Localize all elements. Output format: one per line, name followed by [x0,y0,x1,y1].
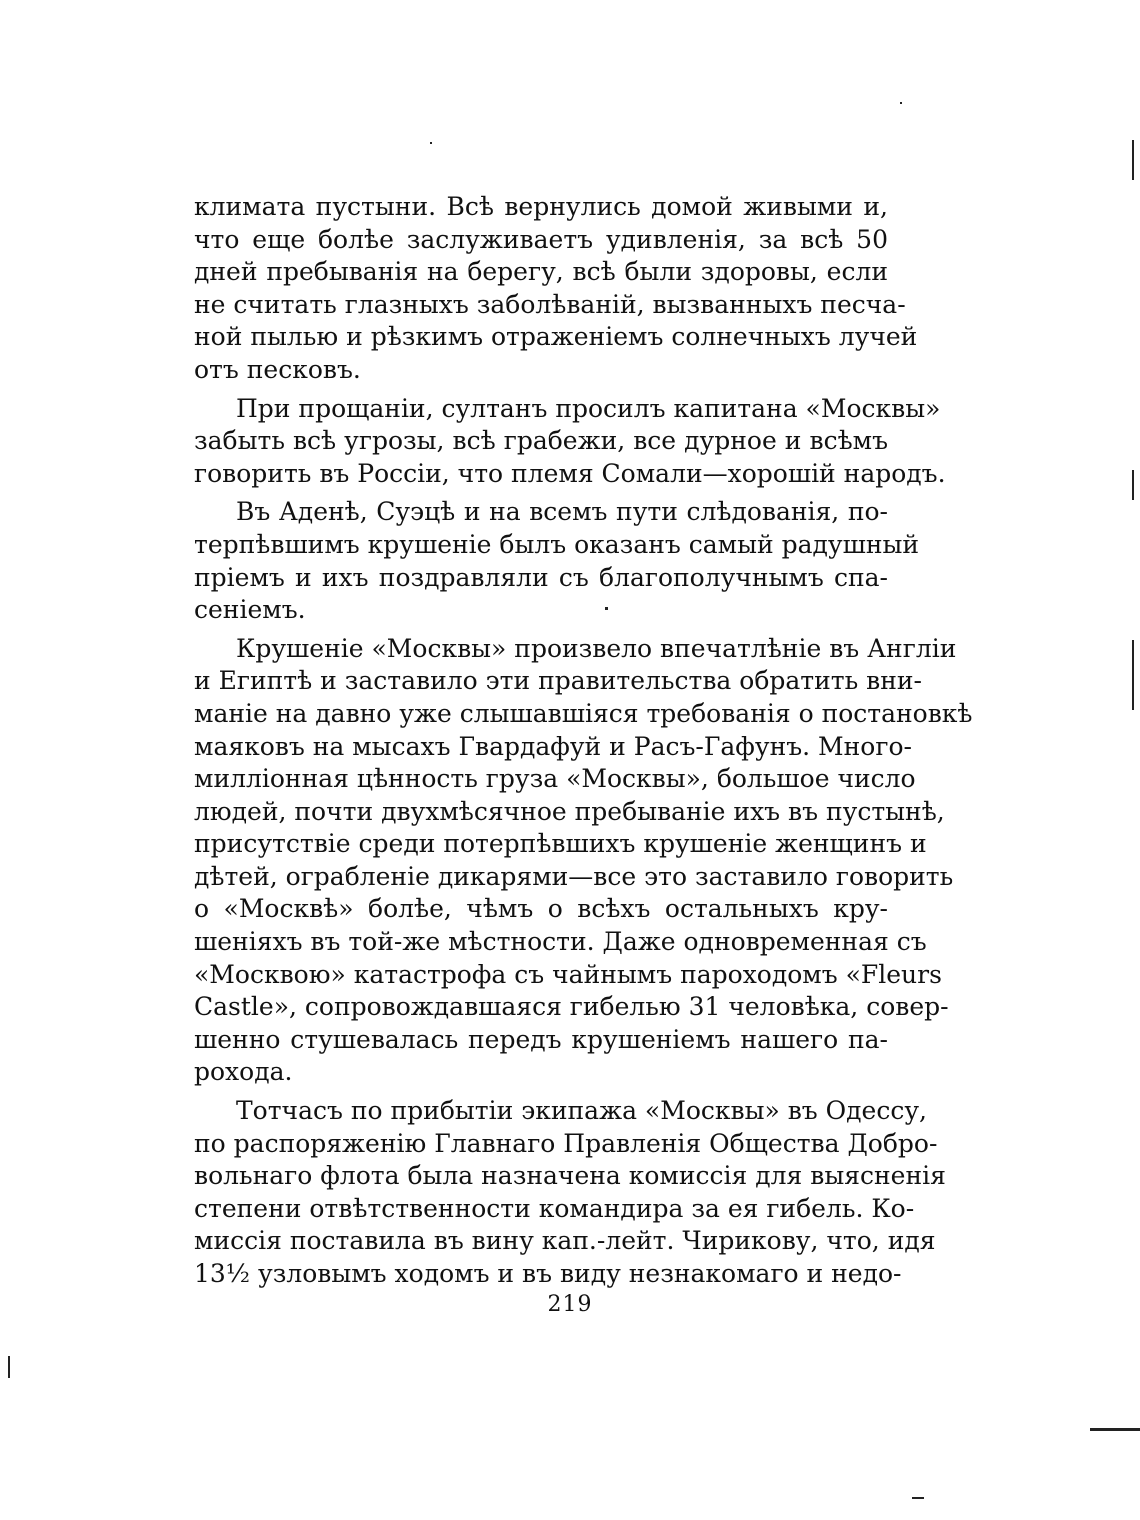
scan-edge-mark [8,1356,10,1378]
text-line: маяковъ на мысахъ Гвардафуй и Расъ-Гафунъ. Много- [194,731,912,761]
text-line: забыть всѣ угрозы, всѣ грабежи, все дурное и всѣмъ [194,426,888,456]
scan-edge-mark [1132,640,1134,710]
text-line: людей, почти двухмѣсячное пребываніе ихъ въ пустынѣ, [194,796,945,826]
text-line: отъ песковъ. [194,354,361,384]
text-line: пріемъ и ихъ поздравляли съ благополучнымъ спа- [194,562,888,592]
text-line: миссія поставила въ вину кап.-лейт. Чирикову, что, идя [194,1226,936,1256]
text-line: и Египтѣ и заставило эти правительства обратить вни- [194,666,923,696]
text-line: дѣтей, ограбленіе дикарями—все это заставило говорить [194,861,954,891]
text-line: о «Москвѣ» болѣе, чѣмъ о всѣхъ остальныхъ кру- [194,894,888,924]
text-line: что еще болѣе заслуживаетъ удивленія, за всѣ 50 [194,224,888,254]
scan-edge-mark [1132,140,1134,180]
text-line: степени отвѣтственности командира за ея гибель. Ко- [194,1193,915,1223]
text-line: не считать глазныхъ заболѣваній, вызванныхъ песча- [194,289,906,319]
scan-edge-mark [912,1497,924,1499]
text-line: ной пылью и рѣзкимъ отраженіемъ солнечныхъ лучей [194,322,918,352]
text-line: «Москвою» катастрофа съ чайнымъ пароходомъ «Fleurs [194,959,942,989]
scan-speck [430,142,432,144]
body-text [194,191,973,1291]
text-line: терпѣвшимъ крушеніе былъ оказанъ самый радушный [194,529,920,559]
text-line: Тотчасъ по прибытіи экипажа «Москвы» въ Одессу, [236,1096,927,1126]
text-line: сеніемъ. [194,595,306,625]
text-line: 13½ узловымъ ходомъ и въ виду незнакомаго и недо- [194,1259,902,1288]
scan-speck [605,607,608,610]
text-line: Castle», сопровождавшаяся гибелью 31 человѣка, совер- [194,992,949,1022]
text-line: маніе на давно уже слышавшіяся требованія о постановкѣ [194,698,973,728]
paragraph [194,633,973,1089]
paragraph [194,1095,946,1291]
text-line: рохода. [194,1057,293,1087]
scan-speck [900,102,902,104]
text-line: шеніяхъ въ той-же мѣстности. Даже одновременная съ [194,927,927,957]
text-line: климата пустыни. Всѣ вернулись домой живыми и, [194,192,888,221]
text-line: по распоряженію Главнаго Правленія Общества Добро- [194,1128,938,1158]
text-line: вольнаго флота была назначена комиссія для выясненія [194,1161,946,1191]
text-line: говорить въ Россіи, что племя Сомали—хорошій народъ. [194,458,946,488]
paragraph [194,496,920,626]
page-number: 219 [547,1292,593,1317]
text-line: При прощаніи, султанъ просилъ капитана «Москвы» [236,393,941,423]
text-line: Крушеніе «Москвы» произвело впечатлѣніе въ Англіи [236,633,957,663]
paragraph [194,191,918,387]
text-line: присутствіе среди потерпѣвшихъ крушеніе женщинъ и [194,829,927,859]
text-line: шенно стушевалась передъ крушеніемъ нашего па- [194,1024,888,1054]
paragraph [194,393,946,491]
text-line: милліонная цѣнность груза «Москвы», большое число [194,764,916,794]
text-line: Въ Аденѣ, Суэцѣ и на всемъ пути слѣдованія, по- [236,497,888,527]
text-line: дней пребыванія на берегу, всѣ были здоровы, если [194,257,888,287]
scan-edge-mark [1132,470,1134,500]
scan-edge-mark [1090,1428,1140,1431]
